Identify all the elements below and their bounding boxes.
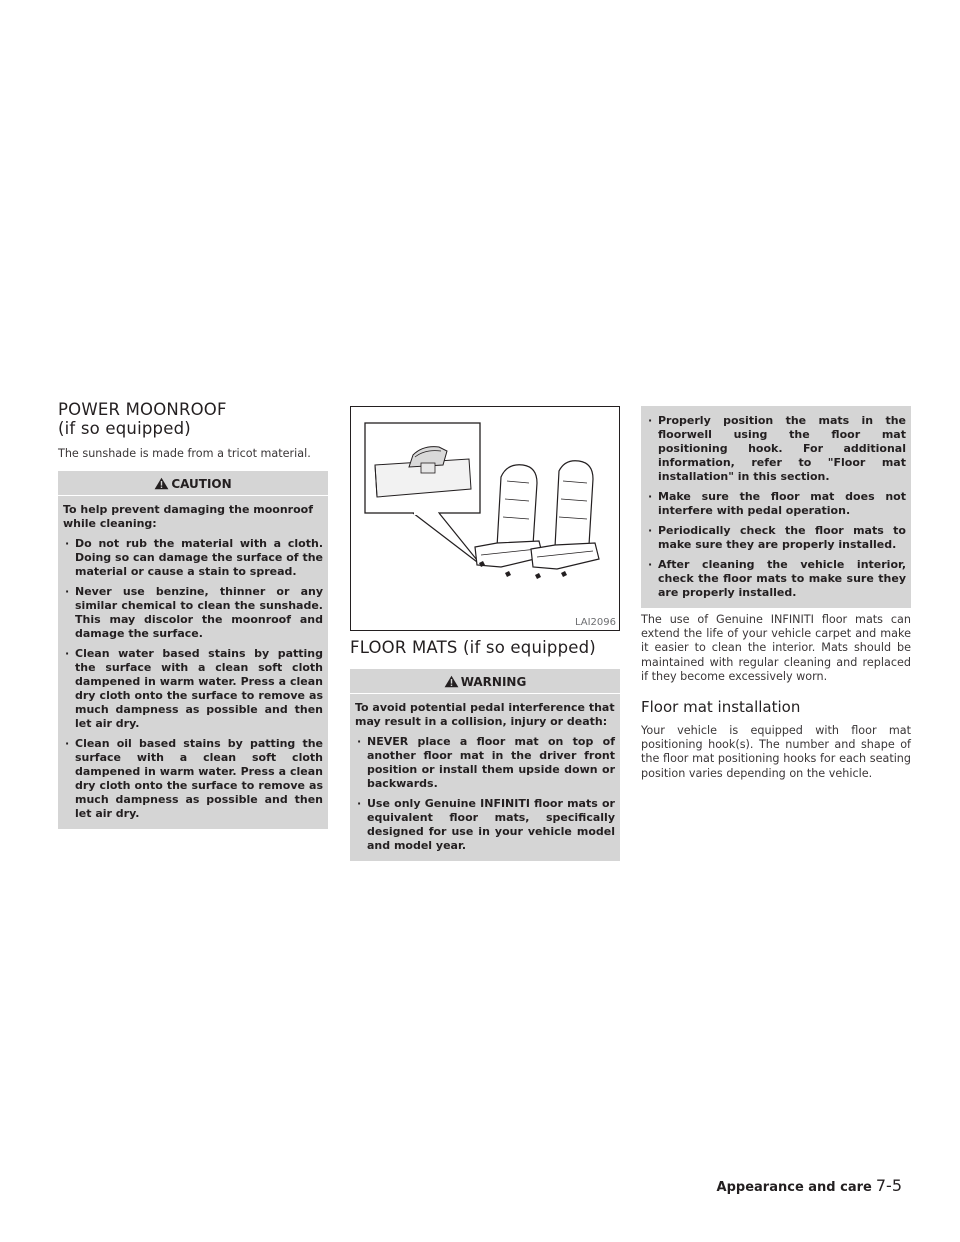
warning-triangle-icon: [444, 675, 459, 688]
warning-item: · NEVER place a floor mat on top of another floor mat in the driver front position or install them upside down or backwards.: [355, 735, 615, 791]
warning-list-part1: [355, 735, 615, 853]
caution-box: [58, 471, 328, 829]
caution-heading: [58, 473, 328, 496]
moonroof-title-line1: POWER MOONROOF: [58, 400, 227, 419]
figure-id: LAI2096: [574, 617, 616, 628]
footer-section-title: Appearance and care: [716, 1180, 872, 1195]
moonroof-title: [58, 400, 328, 438]
caution-item: · Clean water based stains by patting the surface with a clean soft cloth dampened in warm water. Press a clean dry cloth onto the surface to remove as much dampness as possible and then let air dry.: [63, 647, 323, 731]
warning-item: · Properly position the mats in the floorwell using the floor mat positioning hook. For additional information, refer to "Floor mat installation" in this section.: [646, 414, 906, 484]
floor-mats-column: [350, 406, 620, 861]
caution-item: · Do not rub the material with a cloth. Doing so can damage the surface of the material or cause a stain to spread.: [63, 537, 323, 579]
warning-heading: [350, 671, 620, 694]
warning-box: [350, 669, 620, 861]
floor-mat-hook-illustration: [351, 407, 619, 630]
caution-list: [63, 537, 323, 821]
floor-mat-figure: [350, 406, 620, 631]
floor-mats-body: The use of Genuine INFINITI floor mats can extend the life of your vehicle carpet and make it easier to clean the interior. Mats should be maintained with regular cleaning and replaced if they become excessively worn.: [641, 613, 911, 683]
floor-mats-continued-column: [641, 406, 911, 781]
warning-item: · Use only Genuine INFINITI floor mats or equivalent floor mats, specifically designed for use in your vehicle model and model year.: [355, 797, 615, 853]
installation-body: Your vehicle is equipped with floor mat positioning hook(s). The number and shape of the floor mat positioning hooks for each seating position varies depending on the vehicle.: [641, 724, 911, 780]
warning-list-part2: [646, 414, 906, 600]
caution-item: · Never use benzine, thinner or any similar chemical to clean the sunshade. This may discolor the moonroof and damage the surface.: [63, 585, 323, 641]
warning-lead: To avoid potential pedal interference that may result in a collision, injury or death:: [355, 701, 615, 728]
installation-title: Floor mat installation: [641, 698, 801, 717]
caution-heading-text: CAUTION: [171, 477, 232, 492]
page-number: 7-5: [875, 1176, 902, 1195]
warning-item: · After cleaning the vehicle interior, check the floor mats to make sure they are properly installed.: [646, 558, 906, 600]
warning-item: · Make sure the floor mat does not interfere with pedal operation.: [646, 490, 906, 518]
moonroof-column: [58, 400, 328, 829]
moonroof-title-line2: (if so equipped): [58, 419, 191, 438]
floor-mats-title: FLOOR MATS (if so equipped): [350, 638, 596, 657]
warning-heading-text: WARNING: [460, 675, 527, 689]
moonroof-intro: The sunshade is made from a tricot material.: [58, 447, 311, 460]
warning-item: · Periodically check the floor mats to make sure they are properly installed.: [646, 524, 906, 552]
warning-triangle-icon: [154, 477, 169, 490]
page-footer: [717, 1176, 902, 1195]
caution-lead: To help prevent damaging the moonroof while cleaning:: [63, 503, 313, 531]
warning-box-continued: [641, 406, 911, 608]
caution-item: · Clean oil based stains by patting the surface with a clean soft cloth dampened in warm water. Press a clean dry cloth onto the surface to remove as much dampness as possible and then let air dry.: [63, 737, 323, 821]
